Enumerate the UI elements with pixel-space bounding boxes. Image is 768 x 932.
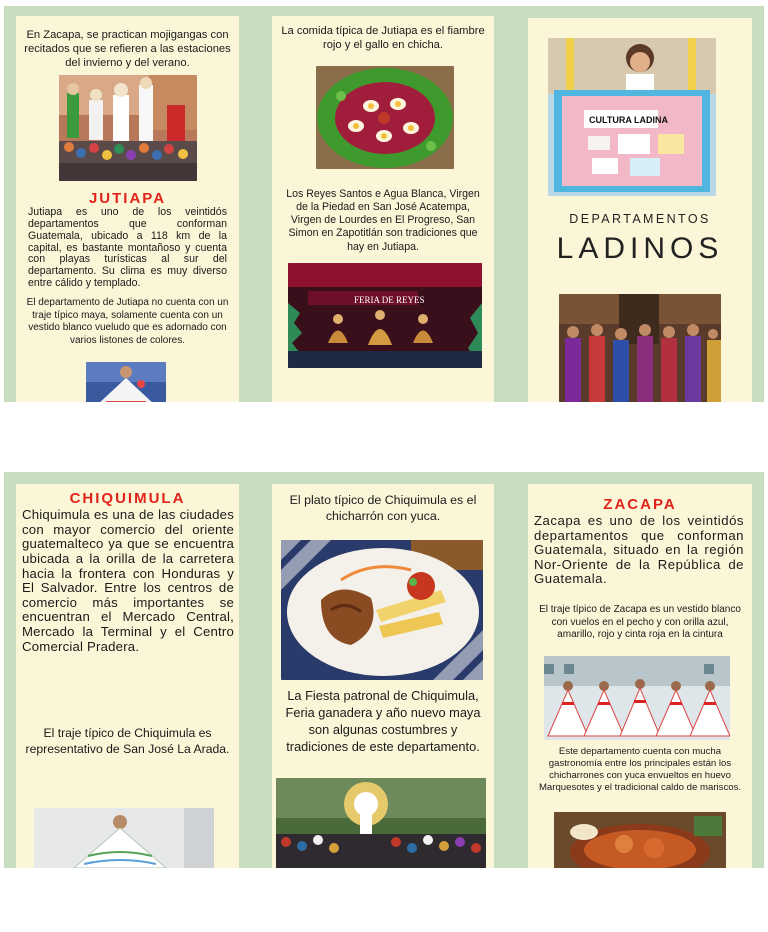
caldo-de-mariscos-photo	[554, 812, 726, 868]
feria-sign-text: FERIA DE REYES	[354, 295, 425, 305]
panel-chiquimula-food	[272, 484, 494, 868]
panel-zacapa	[528, 484, 752, 868]
jutiapa-costume-text: El departamento de Jutiapa no cuenta con un traje típico maya, solamente cuenta con un vestido blanco vueludo que es adornado con varios listones de colores.	[26, 297, 229, 346]
ladino-group-photo	[559, 294, 721, 402]
chicharron-photo	[281, 540, 483, 680]
jutiapa-description: Jutiapa es uno de los veintidós departamentos que conforman Guatemala, ubicado a 118 km de la capital, es bastante montañoso y cuenta con playas turísticas al sur del departamento. Su clima es muy diverso entre cálido y templado.	[28, 206, 227, 290]
cover-title: LADINOS	[556, 232, 724, 265]
cover-subtitle: DEPARTAMENTOS	[569, 212, 711, 226]
zacapa-dancers-photo	[544, 656, 730, 740]
chiquimula-costume-photo	[34, 808, 214, 868]
fiambre-photo	[316, 66, 454, 169]
panel-chiquimula	[16, 484, 239, 868]
festival-procession-photo	[276, 778, 486, 868]
heading-jutiapa: JUTIAPA	[88, 190, 167, 207]
chiquimula-costume-text: El traje típico de Chiquimula es representativo de San José La Arada.	[25, 726, 230, 756]
panel-jutiapa-food	[272, 16, 494, 402]
jutiapa-costume-photo	[86, 362, 166, 402]
brochure-page-bottom	[4, 472, 764, 868]
jutiapa-food-text: La comida típica de Jutiapa es el fiambre rojo y el gallo en chicha.	[281, 25, 485, 51]
chiquimula-food-text: El plato típico de Chiquimula es el chicharrón con yuca.	[289, 493, 477, 524]
cultura-ladina-poster-photo	[548, 38, 716, 196]
heading-chiquimula: CHIQUIMULA	[69, 490, 186, 507]
brochure-page-top	[4, 6, 764, 402]
jutiapa-traditions-text: Los Reyes Santos e Agua Blanca, Virgen de la Piedad en San José Acatempa, Virgen de Lourdes en El Progreso, San Simon en Zapotitlán son tradiciones que hay en Jutiapa.	[286, 188, 480, 253]
feria-de-reyes-photo	[288, 263, 482, 368]
mojigangas-text: En Zacapa, se practican mojigangas con recitados que se refieren a las estaciones del invierno y del verano.	[24, 29, 231, 69]
zacapa-gastronomy-text: Este departamento cuenta con mucha gastronomía entre los principales están los chicharrones con yuca envueltos en huevo Marquesotes y el tradicional caldo de mariscos.	[538, 746, 742, 793]
poster-label: CULTURA LADINA	[589, 115, 668, 125]
chiquimula-festivals-text: La Fiesta patronal de Chiquimula, Feria ganadera y año nuevo maya son algunas costumbres y tradiciones de este departamento.	[285, 688, 481, 754]
mojigangas-photo	[59, 75, 197, 181]
panel-jutiapa	[16, 16, 239, 402]
heading-zacapa: ZACAPA	[603, 496, 677, 513]
panel-cover	[528, 18, 752, 402]
zacapa-costume-text: El traje típico de Zacapa es un vestido blanco con vuelos en el pecho y con orilla azul, amarillo, rojo y cinta roja en la cintura	[539, 604, 741, 640]
chiquimula-description: Chiquimula es una de las ciudades con mayor comercio del oriente guatemalteco ya que se encuentra ubicada a la orilla de la carretera hacia la frontera con Honduras y El Salvador. Entre los centros de comercio más importantes se encuentran el Mercado Central, Mercado la Terminal y el Centro Comercial Pradera.	[22, 507, 234, 654]
zacapa-description: Zacapa es uno de los veintidós departamentos que conforman Guatemala, situado en la región Nor-Oriente de la República de Guatemala.	[534, 513, 744, 587]
